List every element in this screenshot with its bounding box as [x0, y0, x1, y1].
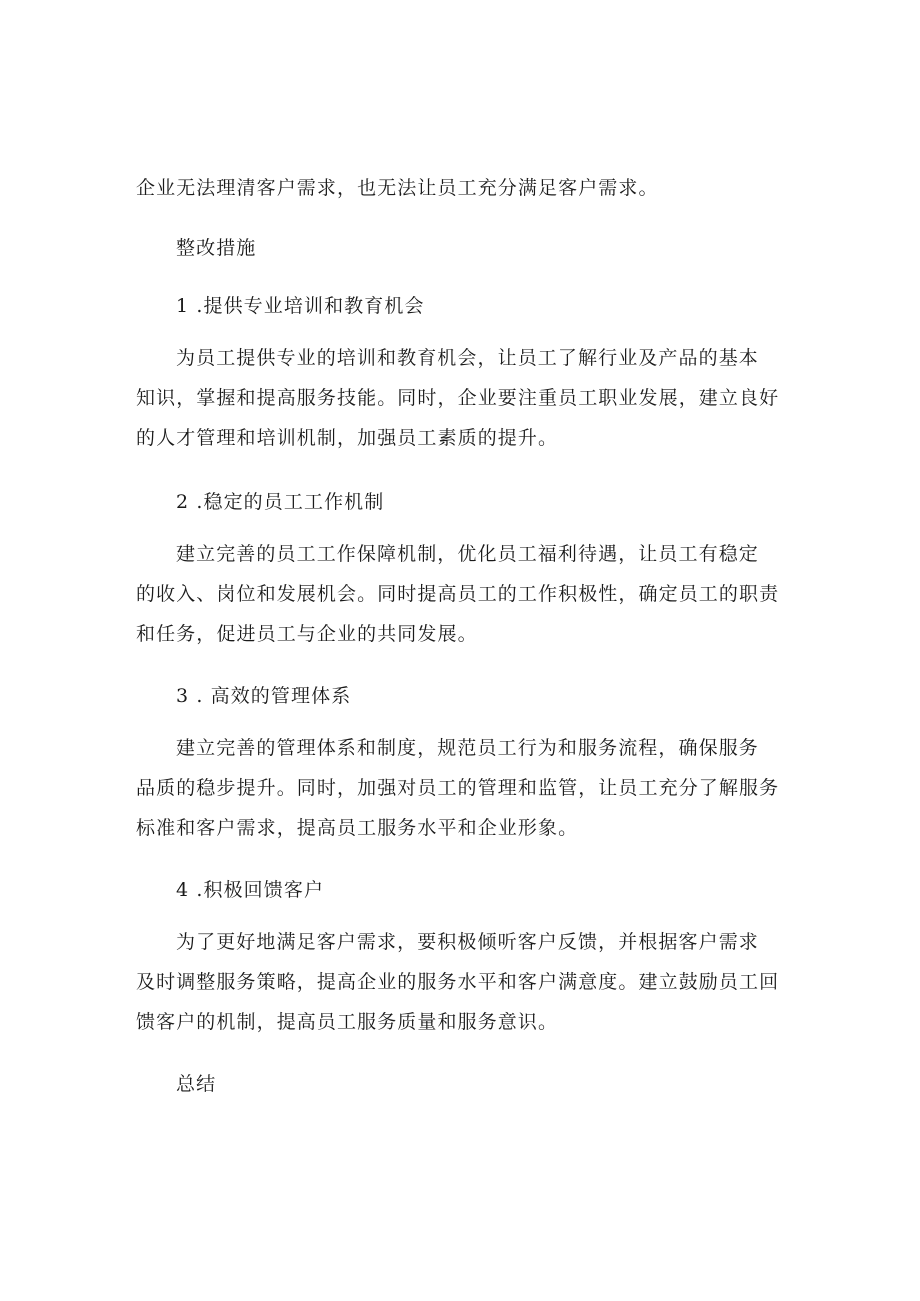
measure-1-text-line: 为员工提供专业的培训和教育机会，让员工了解行业及产品的基本 — [176, 347, 759, 369]
measure-4-text-line: 馈客户的机制，提高员工服务质量和服务意识。 — [136, 1011, 559, 1033]
measure-4-text-line: 及时调整服务策略，提高企业的服务水平和客户满意度。建立鼓励员工回 — [136, 971, 780, 993]
measure-4-text-line: 为了更好地满足客户需求，要积极倾听客户反馈，并根据客户需求 — [176, 931, 759, 953]
measure-2-text-line: 和任务，促进员工与企业的共同发展。 — [136, 623, 478, 645]
measure-2-text-line: 的收入、岗位和发展机会。同时提高员工的工作积极性，确定员工的职责 — [136, 583, 780, 605]
measure-3-text-line: 标准和客户需求，提高员工服务水平和企业形象。 — [136, 817, 579, 839]
measure-3-text-line: 建立完善的管理体系和制度，规范员工行为和服务流程，确保服务 — [176, 737, 759, 759]
measure-3-text-line: 品质的稳步提升。同时，加强对员工的管理和监管，让员工充分了解服务 — [136, 777, 780, 799]
intro-text: 企业无法理清客户需求，也无法让员工充分满足客户需求。 — [136, 177, 659, 199]
measure-1-text-line: 知识，掌握和提高服务技能。同时，企业要注重员工职业发展，建立良好 — [136, 387, 780, 409]
section-heading: 整改措施 — [176, 237, 257, 259]
measure-1-text-line: 的人才管理和培训机制，加强员工素质的提升。 — [136, 427, 559, 449]
measure-3-title: 3 . 高效的管理体系 — [176, 685, 352, 707]
measure-2-text-line: 建立完善的员工工作保障机制，优化员工福利待遇，让员工有稳定 — [176, 543, 759, 565]
closing-heading: 总结 — [176, 1073, 217, 1095]
measure-4-title: 4 .积极回馈客户 — [176, 879, 325, 901]
measure-2-title: 2 .稳定的员工工作机制 — [176, 491, 385, 513]
measure-1-title: 1 .提供专业培训和教育机会 — [176, 295, 425, 317]
